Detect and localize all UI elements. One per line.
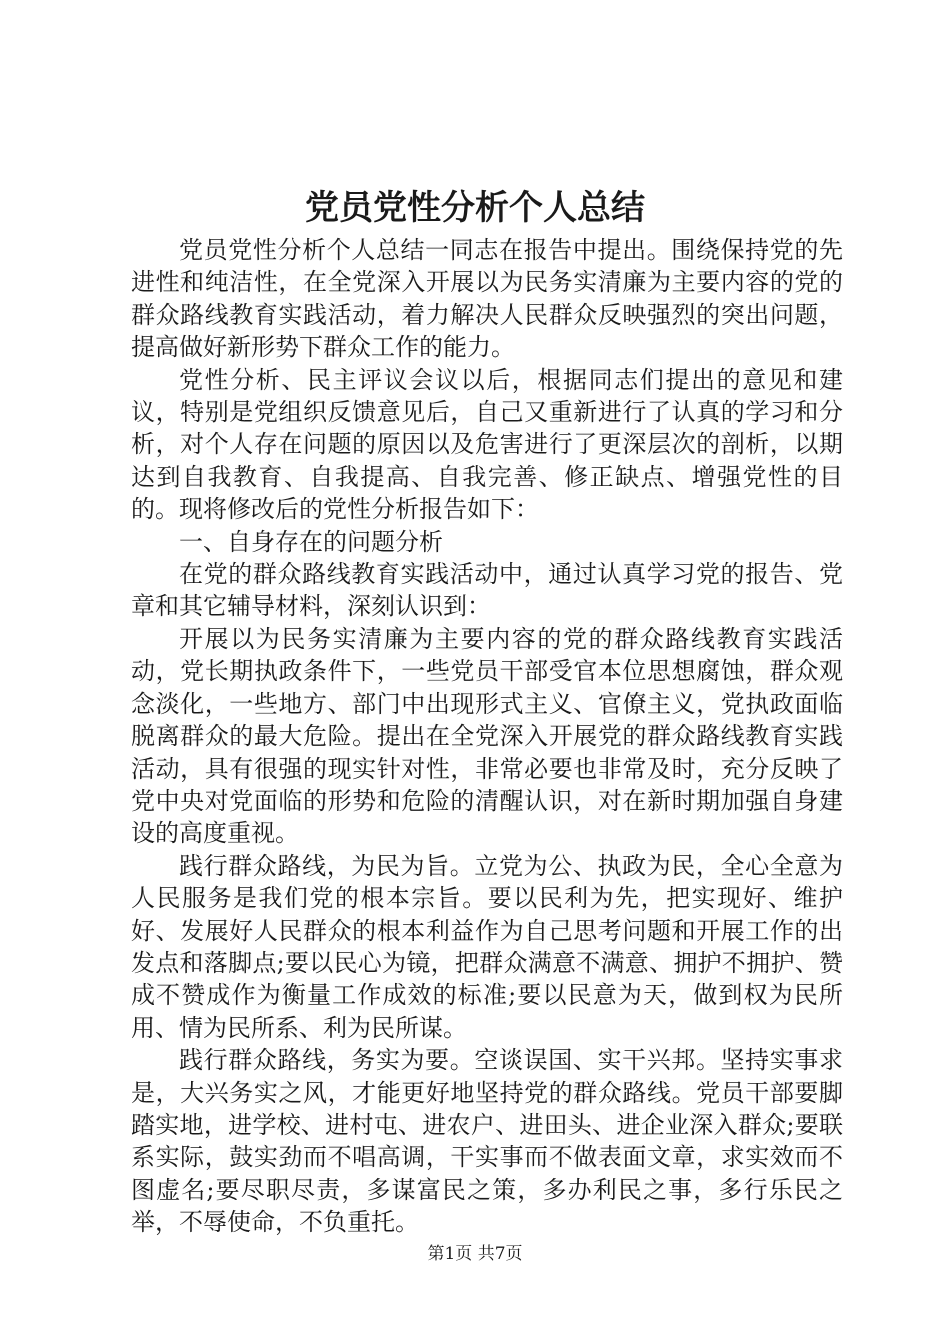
paragraph: 党性分析、民主评议会议以后，根据同志们提出的意见和建议，特别是党组织反馈意见后，自己又重新进行了认真的学习和分析，对个人存在问题的原因以及危害进行了更深层次的剖析，以期达到自我教育、自我提高、自我完善、修正缺点、增强党性的目的。现将修改后的党性分析报告如下：: [131, 365, 843, 524]
paragraph: 在党的群众路线教育实践活动中，通过认真学习党的报告、党章和其它辅导材料，深刻认识到：: [131, 560, 843, 621]
document-title: 党员党性分析个人总结: [305, 188, 645, 228]
paragraph: 党员党性分析个人总结一同志在报告中提出。围绕保持党的先进性和纯洁性，在全党深入开展以为民务实清廉为主要内容的党的群众路线教育实践活动，着力解决人民群众反映强烈的突出问题，提高做好新形势下群众工作的能力。: [131, 236, 843, 362]
paragraph: 践行群众路线，为民为旨。立党为公、执政为民，全心全意为人民服务是我们党的根本宗旨。要以民利为先，把实现好、维护好、发展好人民群众的根本利益作为自己思考问题和开展工作的出发点和落脚点;要以民心为镜，把群众满意不满意、拥护不拥护、赞成不赞成作为衡量工作成效的标准;要以民意为天，做到权为民所用、情为民所系、利为民所谋。: [131, 851, 843, 1042]
section-heading: 一、自身存在的问题分析: [179, 527, 443, 556]
document-body: [131, 234, 843, 1239]
page-footer: 第1页 共7页: [427, 1244, 523, 1264]
paragraph: 践行群众路线，务实为要。空谈误国、实干兴邦。坚持实事求是，大兴务实之风，才能更好地坚持党的群众路线。党员干部要脚踏实地，进学校、进村屯、进农户、进田头、进企业深入群众;要联系实际，鼓实劲而不唱高调，干实事而不做表面文章，求实效而不图虚名;要尽职尽责，多谋富民之策，多办利民之事，多行乐民之举，不辱使命，不负重托。: [131, 1046, 843, 1237]
paragraph: 开展以为民务实清廉为主要内容的党的群众路线教育实践活动，党长期执政条件下，一些党员干部受官本位思想腐蚀，群众观念淡化，一些地方、部门中出现形式主义、官僚主义，党执政面临脱离群众的最大危险。提出在全党深入开展党的群众路线教育实践活动，具有很强的现实针对性，非常必要也非常及时，充分反映了党中央对党面临的形势和危险的清醒认识，对在新时期加强自身建设的高度重视。: [131, 624, 843, 848]
